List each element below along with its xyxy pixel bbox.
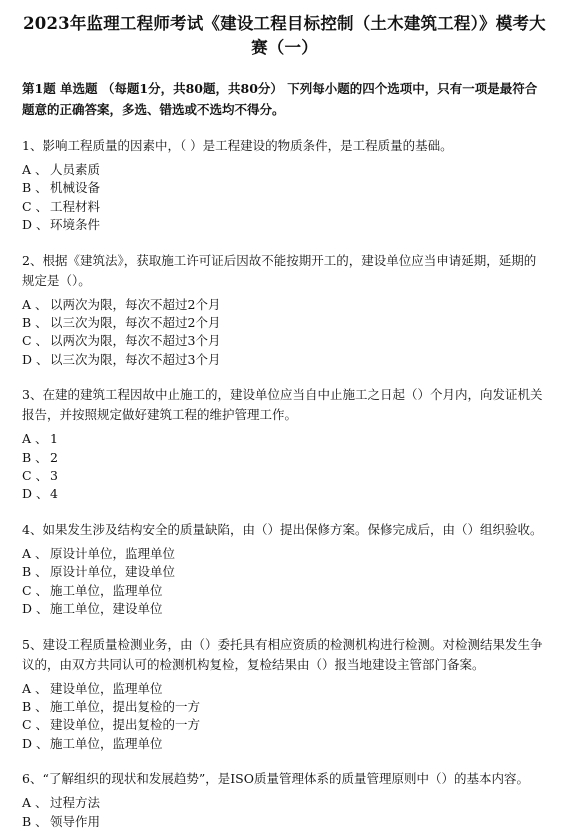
document-page xyxy=(0,12,569,829)
option-text: 施工单位，提出复检的一方 xyxy=(50,698,201,714)
answer-option xyxy=(22,563,547,581)
option-letter: C 、 xyxy=(22,582,49,598)
answer-option xyxy=(22,198,547,216)
answer-option xyxy=(22,296,547,314)
option-letter: C 、 xyxy=(22,468,49,484)
option-text: 原设计单位，监理单位 xyxy=(50,545,176,561)
option-letter: B 、 xyxy=(22,180,48,196)
option-text: 工程材料 xyxy=(50,198,101,214)
answer-option xyxy=(22,582,547,600)
option-letter: A 、 xyxy=(22,795,48,811)
answer-option xyxy=(22,467,547,485)
option-list xyxy=(22,161,547,235)
option-text: 3 xyxy=(50,468,58,484)
option-text: 以两次为限，每次不超过3个月 xyxy=(50,333,221,349)
option-letter: A 、 xyxy=(22,431,48,447)
question-stem: 2、根据《建筑法》，获取施工许可证后因故不能按期开工的，建设单位应当申请延期，延期的规定是（）。 xyxy=(22,252,537,288)
option-letter: C 、 xyxy=(22,717,49,733)
answer-option xyxy=(22,716,547,734)
option-text: 施工单位，建设单位 xyxy=(50,601,163,617)
option-letter: A 、 xyxy=(22,296,48,312)
option-text: 2 xyxy=(50,449,58,465)
question-item xyxy=(22,769,547,831)
option-text: 领导作用 xyxy=(50,813,101,829)
option-letter: A 、 xyxy=(22,680,48,696)
option-letter: D 、 xyxy=(22,486,49,502)
option-letter: B 、 xyxy=(22,564,48,580)
document-title: 2023年监理工程师考试《建设工程目标控制（土木建筑工程）》模考大赛（一） xyxy=(23,14,546,57)
option-text: 环境条件 xyxy=(50,217,101,233)
answer-option xyxy=(22,449,547,467)
option-letter: A 、 xyxy=(22,162,48,177)
option-text: 建设单位，提出复检的一方 xyxy=(50,717,201,733)
option-text: 原设计单位，建设单位 xyxy=(50,564,176,580)
option-text: 机械设备 xyxy=(50,180,101,196)
question-stem: 3、在建的建筑工程因故中止施工的，建设单位应当自中止施工之日起（）个月内，向发证机关报告，并按照规定做好建筑工程的维护管理工作。 xyxy=(22,387,543,423)
option-text: 以三次为限，每次不超过2个月 xyxy=(50,315,221,331)
option-list xyxy=(22,296,547,370)
option-text: 过程方法 xyxy=(50,795,101,811)
answer-option xyxy=(22,216,547,234)
answer-option xyxy=(22,735,547,753)
option-letter: C 、 xyxy=(22,198,49,214)
option-letter: D 、 xyxy=(22,601,49,617)
question-stem: 4、如果发生涉及结构安全的质量缺陷，由（）提出保修方案。保修完成后，由（）组织验收。 xyxy=(22,521,543,537)
answer-option xyxy=(22,600,547,618)
option-letter: A 、 xyxy=(22,545,48,561)
answer-option xyxy=(22,351,547,369)
answer-option xyxy=(22,485,547,503)
option-list xyxy=(22,545,547,619)
option-list xyxy=(22,680,547,754)
answer-option xyxy=(22,545,547,563)
option-letter: B 、 xyxy=(22,315,48,331)
question-list xyxy=(22,136,547,831)
answer-option xyxy=(22,314,547,332)
question-item xyxy=(22,385,547,504)
option-letter: D 、 xyxy=(22,735,49,751)
question-item xyxy=(22,136,547,235)
answer-option xyxy=(22,179,547,197)
option-letter: B 、 xyxy=(22,449,48,465)
option-text: 建设单位，监理单位 xyxy=(50,680,163,696)
answer-option xyxy=(22,161,547,179)
option-text: 施工单位，监理单位 xyxy=(50,582,163,598)
option-letter: D 、 xyxy=(22,217,49,233)
answer-option xyxy=(22,332,547,350)
option-list xyxy=(22,430,547,504)
question-stem: 5、建设工程质量检测业务，由（）委托具有相应资质的检测机构进行检测。对检测结果发生争议的，由双方共同认可的检测机构复检，复检结果由（）报当地建设主管部门备案。 xyxy=(22,636,543,672)
option-text: 4 xyxy=(50,486,58,502)
section-intro: 第1题 单选题 （每题1分，共80题，共80分） 下列每小题的四个选项中，只有一项是最符合题意的正确答案，多选、错选或不选均不得分。 xyxy=(22,81,538,117)
question-stem: 1、影响工程质量的因素中，（ ）是工程建设的物质条件，是工程质量的基础。 xyxy=(22,138,453,153)
question-item xyxy=(22,520,547,619)
option-text: 人员素质 xyxy=(50,162,101,177)
answer-option xyxy=(22,698,547,716)
question-stem: 6、“了解组织的现状和发展趋势”，是ISO质量管理体系的质量管理原则中（）的基本内容。 xyxy=(22,771,529,787)
option-list xyxy=(22,794,547,831)
option-letter: D 、 xyxy=(22,351,49,367)
answer-option xyxy=(22,813,547,831)
question-item xyxy=(22,635,547,754)
option-letter: B 、 xyxy=(22,813,48,829)
answer-option xyxy=(22,794,547,812)
answer-option xyxy=(22,430,547,448)
option-letter: B 、 xyxy=(22,698,48,714)
option-letter: C 、 xyxy=(22,333,49,349)
option-text: 1 xyxy=(50,431,58,447)
answer-option xyxy=(22,680,547,698)
option-text: 以两次为限，每次不超过2个月 xyxy=(50,296,221,312)
option-text: 以三次为限，每次不超过3个月 xyxy=(50,351,221,367)
option-text: 施工单位，监理单位 xyxy=(50,735,163,751)
question-item xyxy=(22,251,547,370)
